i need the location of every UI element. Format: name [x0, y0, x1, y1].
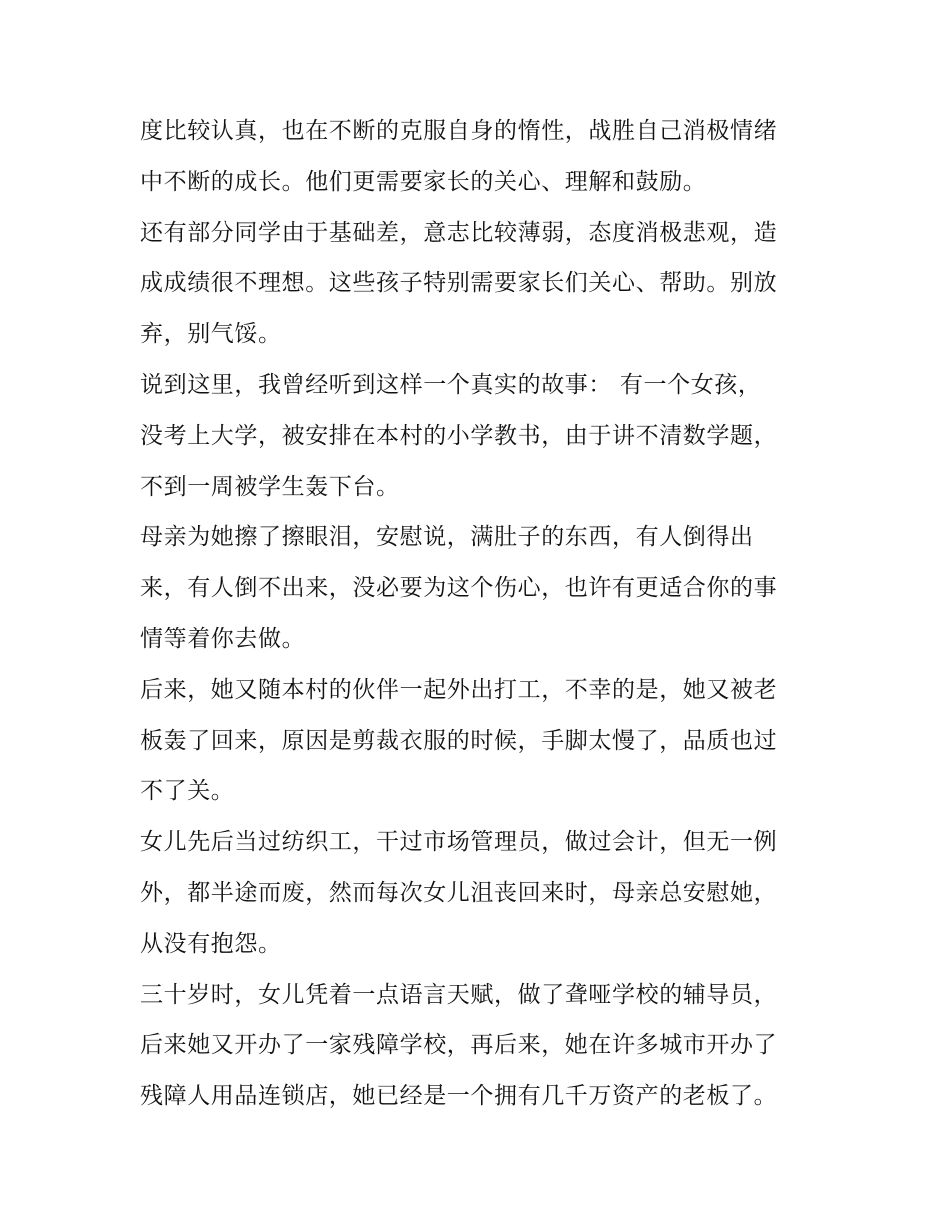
- text-line: 板轰了回来，原因是剪裁衣服的时候，手脚太慢了，品质也过: [140, 727, 778, 754]
- text-line: 来，有人倒不出来，没必要为这个伤心，也许有更适合你的事: [140, 575, 778, 602]
- text-line: 母亲为她擦了擦眼泪，安慰说，满肚子的东西，有人倒得出: [140, 524, 754, 551]
- text-line: 残障人用品连锁店，她已经是一个拥有几千万资产的老板了。: [140, 1083, 778, 1110]
- text-line: 成成绩很不理想。这些孩子特别需要家长们关心、帮助。别放: [140, 270, 778, 297]
- text-line: 度比较认真，也在不断的克服自身的惰性，战胜自己消极情绪: [140, 118, 778, 144]
- paragraph: [140, 817, 820, 969]
- paragraph: [140, 665, 820, 817]
- text-line: 弃，别气馁。: [140, 321, 282, 348]
- paragraph: [140, 970, 820, 1122]
- text-line: 没考上大学，被安排在本村的小学教书，由于讲不清数学题，: [140, 422, 778, 449]
- document-body: [140, 106, 820, 1122]
- text-line: 中不断的成长。他们更需要家长的关心、理解和鼓励。: [140, 168, 707, 195]
- paragraph: [140, 360, 820, 512]
- text-line: 外，都半途而废，然而每次女儿沮丧回来时，母亲总安慰她，: [140, 879, 778, 906]
- text-line: 三十岁时，女儿凭着一点语言天赋，做了聋哑学校的辅导员，: [140, 981, 778, 1008]
- paragraph: [140, 208, 820, 360]
- text-line: 后来她又开办了一家残障学校，再后来，她在许多城市开办了: [140, 1032, 778, 1059]
- paragraph: [140, 106, 820, 208]
- text-line: 情等着你去做。: [140, 625, 306, 652]
- text-line: 不到一周被学生轰下台。: [140, 473, 400, 500]
- text-line: 女儿先后当过纺织工，干过市场管理员，做过会计，但无一例: [140, 829, 778, 856]
- text-line: 从没有抱怨。: [140, 930, 282, 957]
- text-line: 后来，她又随本村的伙伴一起外出打工，不幸的是，她又被老: [140, 676, 778, 703]
- paragraph: [140, 512, 820, 664]
- text-line: 还有部分同学由于基础差，意志比较薄弱，态度消极悲观，造: [140, 219, 778, 246]
- text-line: 说到这里，我曾经听到这样一个真实的故事： 有一个女孩，: [140, 371, 762, 398]
- text-line: 不了关。: [140, 778, 235, 805]
